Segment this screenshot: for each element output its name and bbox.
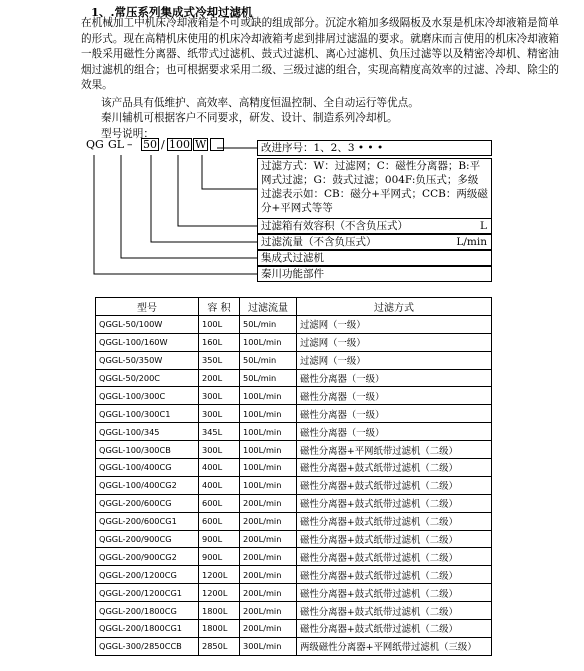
cell-volume: 1200L — [199, 566, 240, 584]
cell-flow: 200L/min — [240, 602, 297, 620]
cell-method: 过滤网（一级） — [297, 351, 492, 369]
model-flow-value: 50 — [143, 138, 157, 151]
note-volume-label: 过滤箱有效容积（不含负压式） — [261, 220, 408, 232]
cell-flow: 50L/min — [240, 369, 297, 387]
cell-flow: 50L/min — [240, 315, 297, 333]
col-header-flow: 过滤流量 — [240, 298, 297, 316]
cell-flow: 200L/min — [240, 512, 297, 530]
cell-method: 磁性分离器（一级） — [297, 369, 492, 387]
model-revision-box — [210, 138, 224, 151]
cell-volume: 345L — [199, 423, 240, 441]
cell-flow: 100L/min — [240, 459, 297, 477]
cell-volume: 1800L — [199, 602, 240, 620]
table-row — [96, 602, 492, 620]
cell-volume: 160L — [199, 333, 240, 351]
cell-flow: 50L/min — [240, 351, 297, 369]
cell-model: QGGL-100/300C1 — [96, 405, 199, 423]
cell-model: QGGL-100/160W — [96, 333, 199, 351]
cell-volume: 900L — [199, 530, 240, 548]
cell-method: 磁性分离器+鼓式纸带过滤机（二级） — [297, 459, 492, 477]
model-volume-value: 100 — [169, 138, 190, 151]
cell-flow: 100L/min — [240, 476, 297, 494]
note-revision: 改进序号：1、2、3 • • • — [257, 140, 492, 156]
cell-flow: 100L/min — [240, 423, 297, 441]
cell-method: 磁性分离器（一级） — [297, 423, 492, 441]
cell-method: 磁性分离器+鼓式纸带过滤机（二级） — [297, 512, 492, 530]
note-integrated: 集成式过滤机 — [257, 250, 492, 266]
note-volume — [257, 218, 492, 234]
table-row — [96, 405, 492, 423]
table-row — [96, 494, 492, 512]
cell-model: QGGL-200/1800CG — [96, 602, 199, 620]
table-row — [96, 441, 492, 459]
table-row — [96, 530, 492, 548]
cell-volume: 2850L — [199, 637, 240, 655]
cell-method: 磁性分离器+鼓式纸带过滤机（二级） — [297, 548, 492, 566]
note-brand: 秦川功能部件 — [257, 266, 492, 282]
cell-volume: 400L — [199, 459, 240, 477]
cell-flow: 100L/min — [240, 441, 297, 459]
cell-model: QGGL-100/400CG2 — [96, 476, 199, 494]
table-row — [96, 620, 492, 638]
cell-method: 磁性分离器+鼓式纸带过滤机（二级） — [297, 602, 492, 620]
note-flow-label: 过滤流量（不含负压式） — [261, 236, 377, 248]
note-flow — [257, 234, 492, 250]
table-row — [96, 351, 492, 369]
cell-method: 两级磁性分离器+平网纸带过滤机（三级） — [297, 637, 492, 655]
table-row — [96, 369, 492, 387]
cell-flow: 300L/min — [240, 637, 297, 655]
cell-flow: 200L/min — [240, 530, 297, 548]
note-flow-unit: L/min — [456, 236, 487, 248]
col-header-volume: 容 积 — [199, 298, 240, 316]
cell-volume: 600L — [199, 494, 240, 512]
table-row — [96, 637, 492, 655]
table-row — [96, 423, 492, 441]
col-header-model: 型号 — [96, 298, 199, 316]
model-heading: 型号说明： — [101, 128, 154, 140]
model-filter-code: W — [195, 138, 207, 151]
cell-flow: 200L/min — [240, 584, 297, 602]
note-volume-unit: L — [480, 220, 487, 232]
cell-flow: 100L/min — [240, 405, 297, 423]
cell-model: QGGL-50/200C — [96, 369, 199, 387]
cell-method: 过滤网（一级） — [297, 315, 492, 333]
cell-volume: 300L — [199, 387, 240, 405]
cell-method: 磁性分离器+鼓式纸带过滤机（二级） — [297, 476, 492, 494]
cell-volume: 300L — [199, 441, 240, 459]
cell-method: 磁性分离器（一级） — [297, 387, 492, 405]
cell-model: QGGL-100/300CB — [96, 441, 199, 459]
cell-method: 磁性分离器+鼓式纸带过滤机（二级） — [297, 620, 492, 638]
cell-method: 磁性分离器+鼓式纸带过滤机（二级） — [297, 530, 492, 548]
model-slash: / — [161, 138, 165, 151]
cell-volume: 400L — [199, 476, 240, 494]
model-series: GL — [108, 138, 125, 151]
cell-method: 磁性分离器+鼓式纸带过滤机（二级） — [297, 584, 492, 602]
cell-model: QGGL-200/600CG — [96, 494, 199, 512]
spec-table — [95, 297, 492, 656]
cell-model: QGGL-50/350W — [96, 351, 199, 369]
intro-paragraph: 在机械加工中机床冷却液箱是不可或缺的组成部分。沉淀水箱加多级隔板及水泵是机床冷却液箱是简单的形式。现在高精机床使用的机床冷却液箱考虑到排屑过滤温的要求。就磨床而言使用的机床冷却液箱一般采用磁性分离器、纸带式过滤机、鼓式过滤机、离心过滤机、负压过滤等以及精密冷却机、精密油烟过滤机的组合；也可根据要求采用二级、三级过滤的组合，实现高精度高效率的过滤、冷却、除尘的效果。 — [81, 17, 559, 92]
table-row — [96, 315, 492, 333]
cell-volume: 900L — [199, 548, 240, 566]
table-row — [96, 476, 492, 494]
cell-method: 磁性分离器+鼓式纸带过滤机（二级） — [297, 494, 492, 512]
cell-model: QGGL-200/1800CG1 — [96, 620, 199, 638]
section-title: 1、.常压系列集成式冷却过滤机 — [91, 5, 253, 19]
custom-paragraph: 秦川辅机可根据客户不同要求，研发、设计、制造系列冷却机。 — [101, 112, 398, 124]
cell-model: QGGL-200/600CG1 — [96, 512, 199, 530]
features-paragraph: 该产品具有低维护、高效率、高精度恒温控制、全自动运行等优点。 — [101, 97, 419, 109]
cell-flow: 200L/min — [240, 548, 297, 566]
cell-flow: 100L/min — [240, 387, 297, 405]
cell-flow: 100L/min — [240, 333, 297, 351]
table-row — [96, 333, 492, 351]
cell-flow: 200L/min — [240, 566, 297, 584]
note-filter-type: 过滤方式：W：过滤网；C：磁性分离器；B:平网式过滤；G：鼓式过滤；004F:负压式；多级过滤表示如：CB：磁分+平网式；CCB：两级磁分+平网式等等 — [257, 158, 492, 220]
cell-flow: 200L/min — [240, 494, 297, 512]
table-header-row — [96, 298, 492, 316]
cell-model: QGGL-200/900CG2 — [96, 548, 199, 566]
cell-model: QGGL-100/345 — [96, 423, 199, 441]
col-header-method: 过滤方式 — [297, 298, 492, 316]
cell-model: QGGL-50/100W — [96, 315, 199, 333]
model-dash: – — [127, 138, 133, 151]
cell-flow: 200L/min — [240, 620, 297, 638]
table-row — [96, 512, 492, 530]
cell-method: 过滤网（一级） — [297, 333, 492, 351]
table-row — [96, 584, 492, 602]
cell-volume: 350L — [199, 351, 240, 369]
cell-volume: 200L — [199, 369, 240, 387]
table-row — [96, 548, 492, 566]
table-row — [96, 459, 492, 477]
cell-method: 磁性分离器+鼓式纸带过滤机（二级） — [297, 566, 492, 584]
cell-model: QGGL-200/900CG — [96, 530, 199, 548]
cell-model: QGGL-200/1200CG1 — [96, 584, 199, 602]
cell-volume: 1800L — [199, 620, 240, 638]
cell-model: QGGL-300/2850CCB — [96, 637, 199, 655]
table-row — [96, 566, 492, 584]
cell-volume: 300L — [199, 405, 240, 423]
cell-volume: 1200L — [199, 584, 240, 602]
cell-model: QGGL-100/300C — [96, 387, 199, 405]
model-prefix: QG — [86, 138, 104, 151]
cell-volume: 600L — [199, 512, 240, 530]
table-row — [96, 387, 492, 405]
cell-model: QGGL-100/400CG — [96, 459, 199, 477]
cell-model: QGGL-200/1200CG — [96, 566, 199, 584]
cell-method: 磁性分离器（一级） — [297, 405, 492, 423]
cell-volume: 100L — [199, 315, 240, 333]
cell-method: 磁性分离器+平网纸带过滤机（二级） — [297, 441, 492, 459]
